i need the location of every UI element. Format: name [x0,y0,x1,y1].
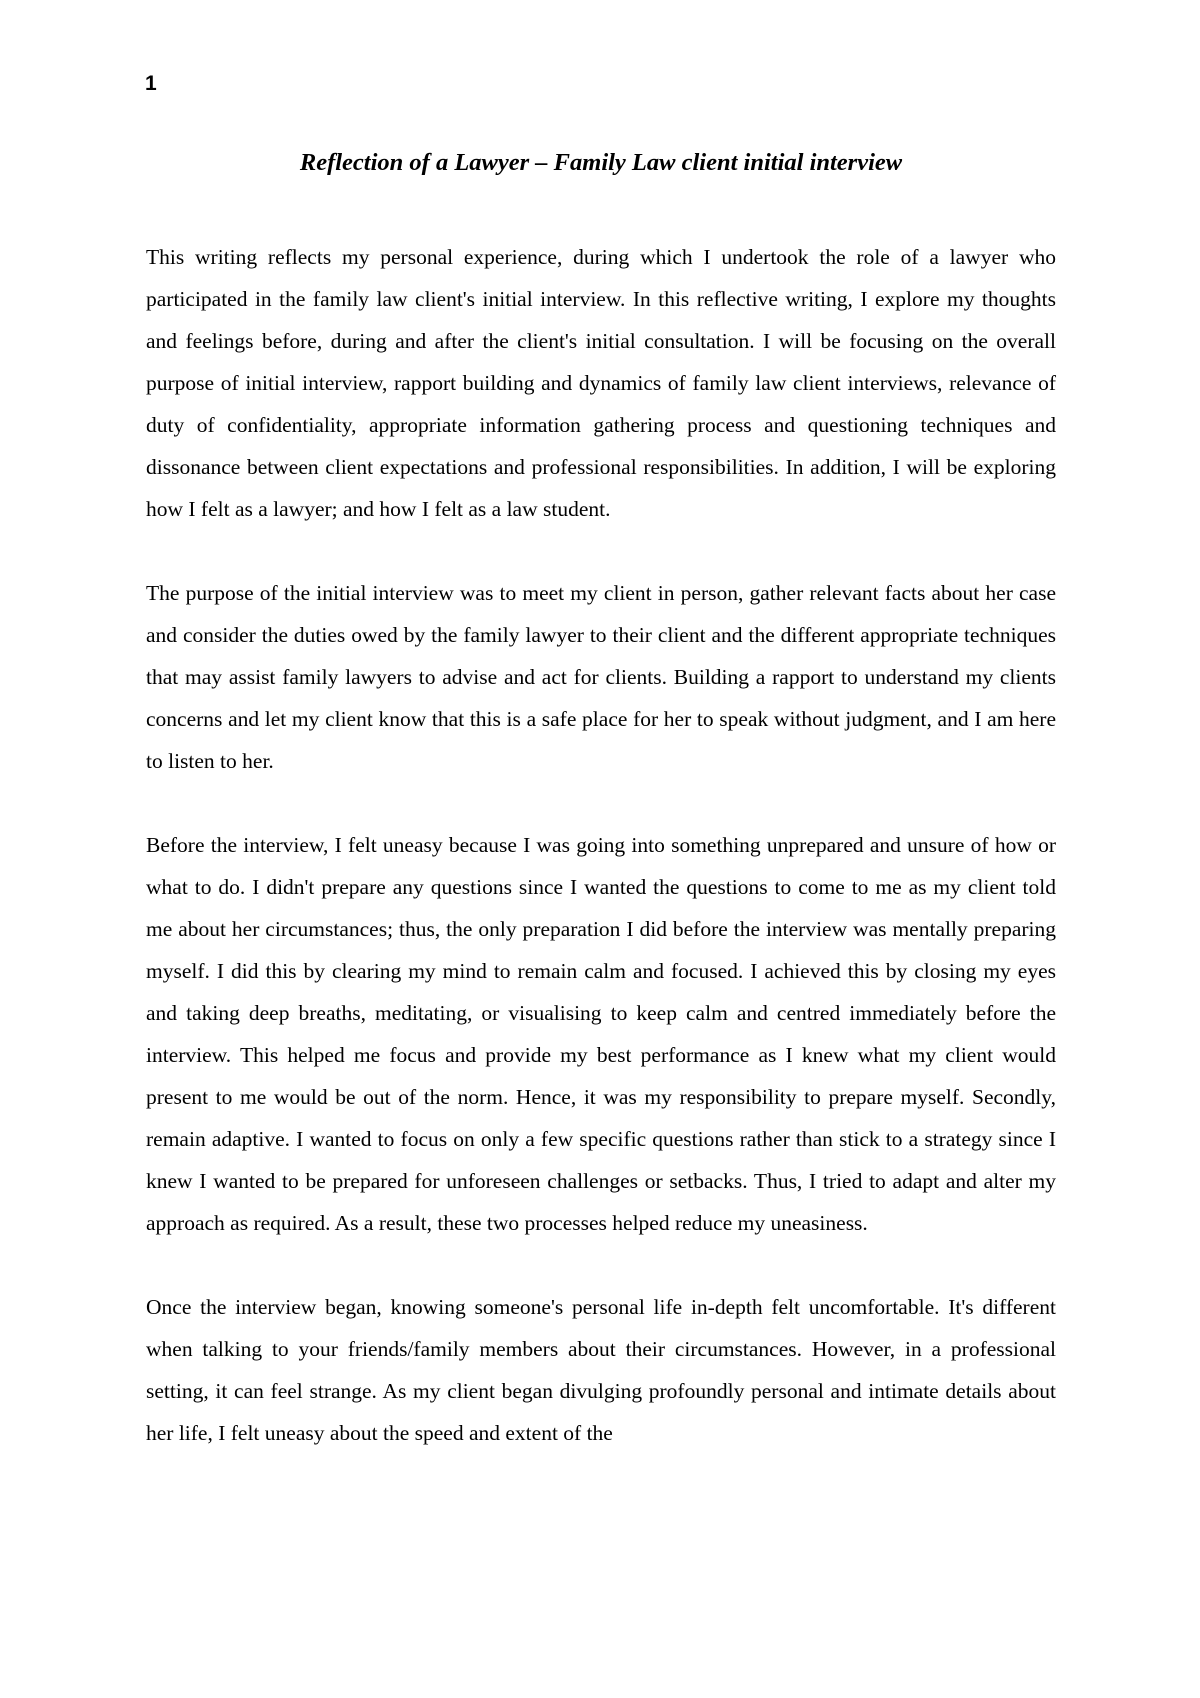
paragraph-purpose: The purpose of the initial interview was to meet my client in person, gather relevant facts about her case and consider the duties owed by the family lawyer to their client and the different appropriate techniques that may assist family lawyers to advise and act for clients. Building a rapport to understand my clients concerns and let my client know that this is a safe place for her to speak without judgment, and I am here to listen to her. [146,581,1056,773]
paragraph-before-interview: Before the interview, I felt uneasy because I was going into something unprepared and unsure of how or what to do. I didn't prepare any questions since I wanted the questions to come to me as my client told me about her circumstances; thus, the only preparation I did before the interview was mentally preparing myself. I did this by clearing my mind to remain calm and focused. I achieved this by closing my eyes and taking deep breaths, meditating, or visualising to keep calm and centred immediately before the interview. This helped me focus and provide my best performance as I knew what my client would present to me would be out of the norm. Hence, it was my responsibility to prepare myself. Secondly, remain adaptive. I wanted to focus on only a few specific questions rather than stick to a strategy since I knew I wanted to be prepared for unforeseen challenges or setbacks. Thus, I tried to adapt and alter my approach as required. As a result, these two processes helped reduce my uneasiness. [146,833,1056,1235]
document-title: Reflection of a Lawyer – Family Law client initial interview [299,149,903,176]
paragraph-during-interview: Once the interview began, knowing someone's personal life in-depth felt uncomfortable. It's different when talking to your friends/family members about their circumstances. However, in a professional setting, it can feel strange. As my client began divulging profoundly personal and intimate details about her life, I felt uneasy about the speed and extent of the [146,1295,1056,1445]
paragraph-intro: This writing reflects my personal experience, during which I undertook the role of a lawyer who participated in the family law client's initial interview. In this reflective writing, I explore my thoughts and feelings before, during and after the client's initial consultation. I will be focusing on the overall purpose of initial interview, rapport building and dynamics of family law client interviews, relevance of duty of confidentiality, appropriate information gathering process and questioning techniques and dissonance between client expectations and professional responsibilities. In addition, I will be exploring how I felt as a lawyer; and how I felt as a law student. [146,245,1056,521]
page-number: 1 [145,72,157,95]
document-body [146,236,1056,1454]
